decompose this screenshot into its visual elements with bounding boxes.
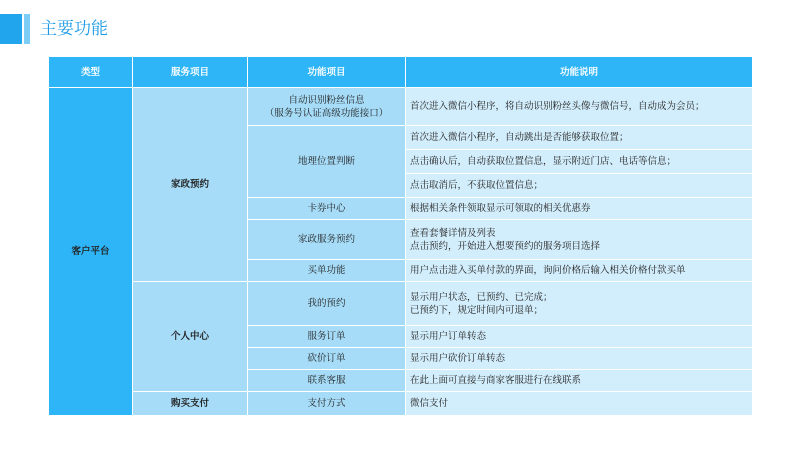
- table-header-row: [49, 57, 753, 88]
- feature-customer-service: 联系客服: [248, 370, 406, 392]
- header-type: 类型: [49, 57, 133, 88]
- desc-coupon: 根据相关条件领取显示可领取的相关优惠券: [406, 198, 753, 220]
- desc-home-service: 查看套餐详情及列表 点击预约，开始进入想要预约的服务项目选择: [406, 220, 753, 260]
- table-row: [49, 282, 753, 326]
- feature-coupon: 卡券中心: [248, 198, 406, 220]
- feature-location: 地理位置判断: [248, 126, 406, 198]
- table-row: [49, 392, 753, 416]
- feature-service-order: 服务订单: [248, 326, 406, 348]
- page-header: [0, 14, 800, 44]
- title-accent-block: [0, 14, 22, 44]
- header-feature: 功能项目: [248, 57, 406, 88]
- feature-home-service: 家政服务预约: [248, 220, 406, 260]
- group-personal-center: 个人中心: [133, 282, 248, 392]
- table-row: [49, 88, 753, 126]
- desc-bargain-order: 显示用户砍价订单转态: [406, 348, 753, 370]
- type-cell: 客户平台: [49, 88, 133, 416]
- desc-payment-method: 微信支付: [406, 392, 753, 416]
- header-description: 功能说明: [406, 57, 753, 88]
- feature-payment-method: 支付方式: [248, 392, 406, 416]
- feature-fan-info: 自动识别粉丝信息 （服务号认证高级功能接口）: [248, 88, 406, 126]
- desc-location-2: 点击确认后，自动获取位置信息，显示附近门店、电话等信息；: [406, 150, 753, 174]
- desc-location-1: 首次进入微信小程序，自动跳出是否能够获取位置；: [406, 126, 753, 150]
- header-service: 服务项目: [133, 57, 248, 88]
- feature-table: [48, 56, 753, 416]
- group-home-booking: 家政预约: [133, 88, 248, 282]
- group-purchase-payment: 购买支付: [133, 392, 248, 416]
- desc-customer-service: 在此上面可直接与商家客服进行在线联系: [406, 370, 753, 392]
- feature-checkout: 买单功能: [248, 260, 406, 282]
- desc-fan-info: 首次进入微信小程序，将自动识别粉丝头像与微信号，自动成为会员；: [406, 88, 753, 126]
- desc-checkout: 用户点击进入买单付款的界面，询问价格后输入相关价格付款买单: [406, 260, 753, 282]
- page-title: 主要功能: [40, 19, 108, 39]
- desc-my-booking: 显示用户状态，已预约、已完成； 已预约下，规定时间内可退单；: [406, 282, 753, 326]
- title-accent-stripe: [24, 14, 30, 44]
- desc-service-order: 显示用户订单转态: [406, 326, 753, 348]
- desc-location-3: 点击取消后，不获取位置信息；: [406, 174, 753, 198]
- feature-my-booking: 我的预约: [248, 282, 406, 326]
- feature-bargain-order: 砍价订单: [248, 348, 406, 370]
